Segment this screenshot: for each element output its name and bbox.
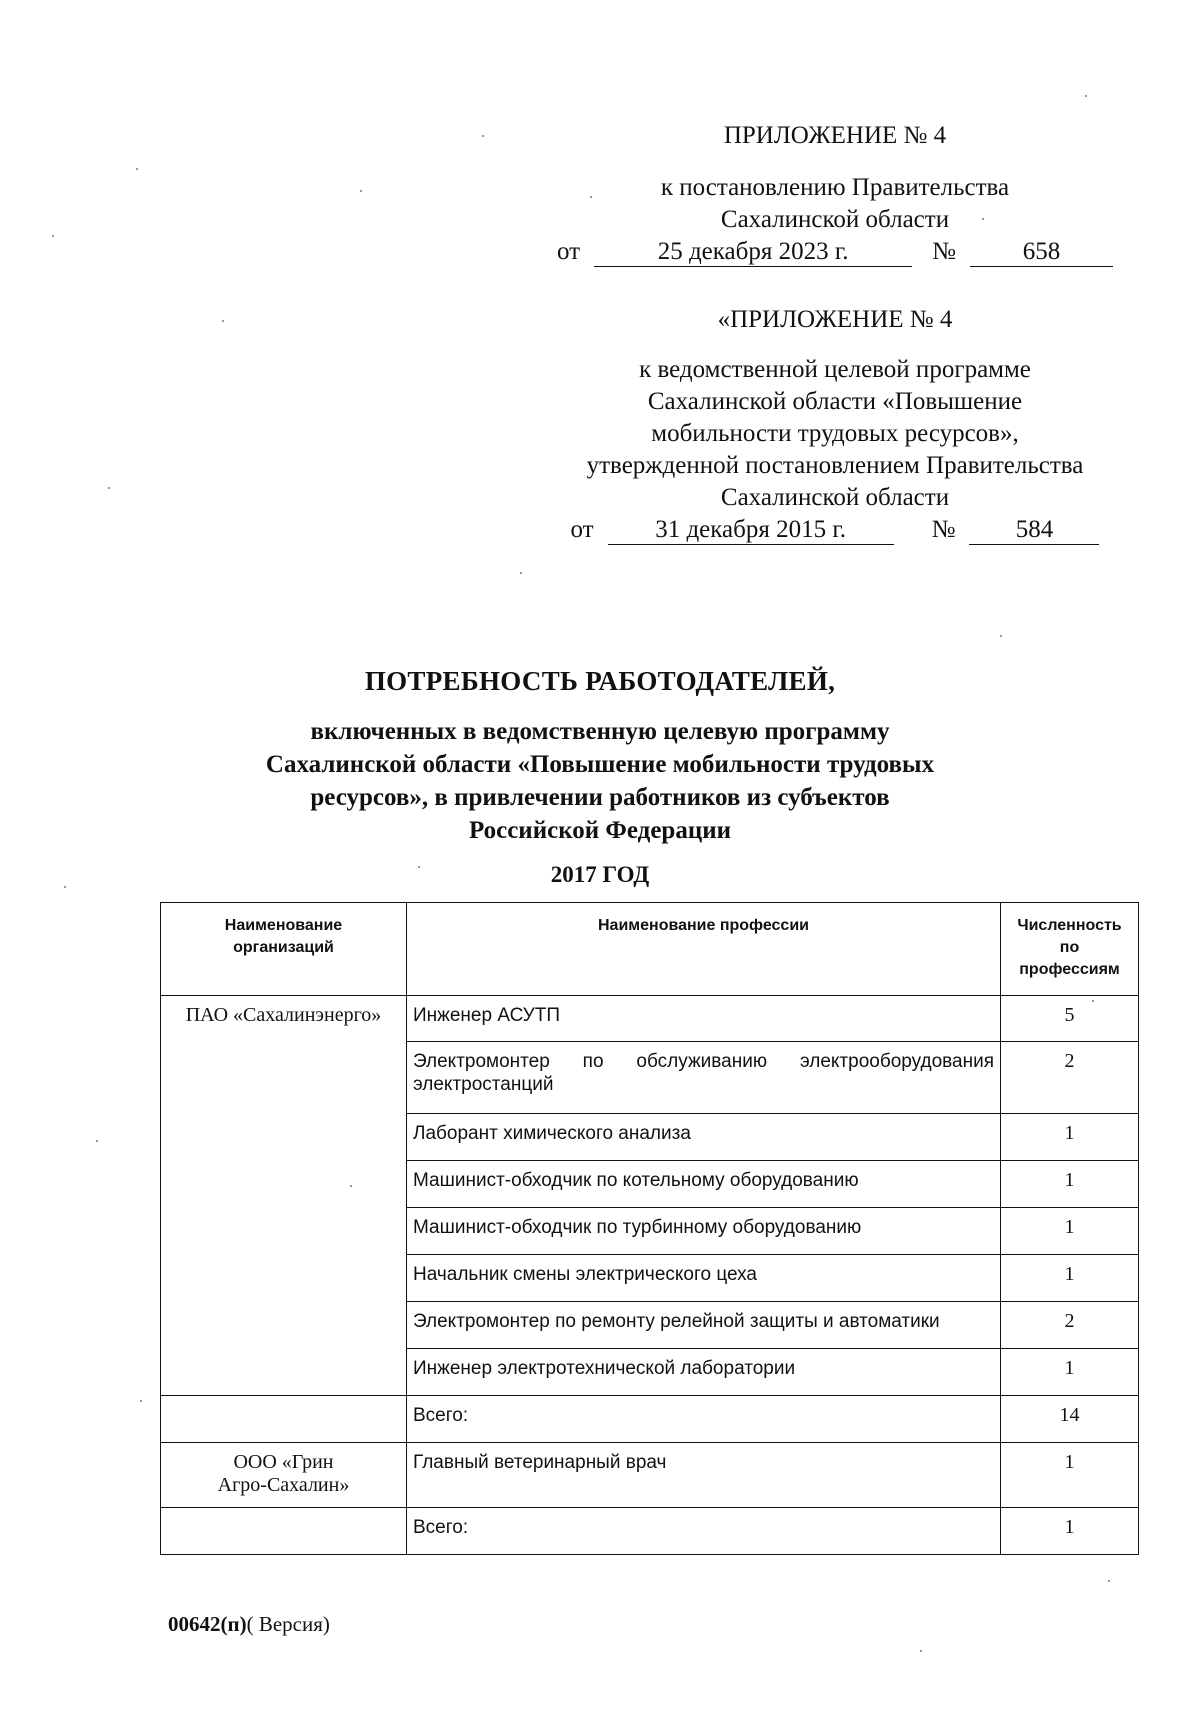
header-text: профессиям xyxy=(1019,961,1120,978)
header-text: Наименование xyxy=(224,917,343,934)
total-count: 1 xyxy=(1001,1508,1139,1555)
from-label: от xyxy=(570,516,594,543)
count-cell: 1 xyxy=(1001,1208,1139,1255)
organization-name-line: Агро-Сахалин» xyxy=(217,1474,350,1496)
document-title: ПОТРЕБНОСТЬ РАБОТОДАТЕЛЕЙ, xyxy=(364,666,836,696)
scan-speck xyxy=(222,320,224,322)
count-cell: 1 xyxy=(1001,1114,1139,1161)
profession-cell: Лаборант химического анализа xyxy=(407,1114,1001,1161)
profession-cell: Электромонтер по обслуживанию электрооборудования электростанций xyxy=(407,1042,1001,1114)
document-footer xyxy=(168,1612,330,1637)
from-label: от xyxy=(557,238,581,265)
organization-name xyxy=(161,1443,407,1508)
document-subtitle xyxy=(0,715,1200,847)
program-date: 31 декабря 2015 г. xyxy=(608,516,894,545)
scan-speck xyxy=(108,487,110,489)
scan-speck xyxy=(1085,95,1087,97)
header-profession: Наименование профессии xyxy=(407,903,1001,996)
count-cell: 2 xyxy=(1001,1302,1139,1349)
empty-cell xyxy=(161,1396,407,1443)
program-number: 584 xyxy=(969,516,1099,545)
document-heading xyxy=(0,663,1200,847)
scan-speck xyxy=(52,235,54,237)
appendix-original xyxy=(545,304,1125,546)
appendix-original-line3: мобильности трудовых ресурсов», xyxy=(651,420,1019,447)
profession-cell: Машинист-обходчик по котельному оборудованию xyxy=(407,1161,1001,1208)
total-label: Всего: xyxy=(407,1508,1001,1555)
organization-name: ПАО «Сахалинэнерго» xyxy=(161,996,407,1396)
document-version: ( Версия) xyxy=(246,1612,330,1636)
total-count: 14 xyxy=(1001,1396,1139,1443)
header-text: Численность xyxy=(1017,917,1122,934)
year-label: 2017 ГОД xyxy=(550,862,650,887)
appendix-current-reference xyxy=(545,236,1125,268)
subtitle-line: ресурсов», в привлечении работников из субъектов xyxy=(310,784,890,811)
header-text: по xyxy=(1059,939,1080,956)
scan-speck xyxy=(920,1650,922,1652)
appendix-current xyxy=(545,120,1125,268)
count-cell: 1 xyxy=(1001,1161,1139,1208)
scan-speck xyxy=(1108,1580,1110,1582)
count-cell: 1 xyxy=(1001,1443,1139,1508)
document-code: 00642(п) xyxy=(168,1612,247,1636)
number-label: № xyxy=(932,238,956,265)
profession-cell: Инженер АСУТП xyxy=(407,996,1001,1042)
employer-needs-table xyxy=(160,902,1139,1555)
scan-speck xyxy=(1000,635,1002,637)
appendix-current-label: ПРИЛОЖЕНИЕ № 4 xyxy=(723,122,947,149)
profession-cell: Инженер электротехнической лаборатории xyxy=(407,1349,1001,1396)
profession-cell: Электромонтер по ремонту релейной защиты и автоматики xyxy=(407,1302,1001,1349)
organization-name-line: ООО «Грин xyxy=(233,1451,334,1473)
appendix-original-line2: Сахалинской области «Повышение xyxy=(647,388,1023,415)
appendix-current-line2: Сахалинской области xyxy=(720,206,950,233)
profession-cell: Начальник смены электрического цеха xyxy=(407,1255,1001,1302)
scan-speck xyxy=(136,168,138,170)
subtitle-line: Российской Федерации xyxy=(468,817,732,844)
appendix-original-line4: утвержденной постановлением Правительства xyxy=(586,452,1084,479)
table-total-row xyxy=(161,1396,1139,1443)
scan-speck xyxy=(520,572,522,574)
table-header-row xyxy=(161,903,1139,996)
subtitle-line: включенных в ведомственную целевую программу xyxy=(310,718,890,745)
scan-speck xyxy=(140,1400,142,1402)
count-cell: 1 xyxy=(1001,1255,1139,1302)
scan-speck xyxy=(360,190,362,192)
empty-cell xyxy=(161,1508,407,1555)
resolution-date: 25 декабря 2023 г. xyxy=(594,238,912,267)
table-total-row xyxy=(161,1508,1139,1555)
appendix-original-line1: к ведомственной целевой программе xyxy=(639,356,1031,383)
appendix-original-reference xyxy=(545,514,1125,546)
scan-speck xyxy=(482,135,484,137)
count-cell: 2 xyxy=(1001,1042,1139,1114)
profession-cell: Главный ветеринарный врач xyxy=(407,1443,1001,1508)
table-row xyxy=(161,996,1139,1042)
appendix-original-line5: Сахалинской области xyxy=(720,484,950,511)
header-text: организаций xyxy=(233,939,334,956)
total-label: Всего: xyxy=(407,1396,1001,1443)
header-organization xyxy=(161,903,407,996)
scan-speck xyxy=(96,1140,98,1142)
subtitle-line: Сахалинской области «Повышение мобильности трудовых xyxy=(265,751,935,778)
resolution-number: 658 xyxy=(970,238,1113,267)
header-count xyxy=(1001,903,1139,996)
count-cell: 5 xyxy=(1001,996,1139,1042)
appendix-current-line1: к постановлению Правительства xyxy=(660,174,1010,201)
number-label: № xyxy=(931,516,956,543)
appendix-original-label: «ПРИЛОЖЕНИЕ № 4 xyxy=(717,306,953,333)
table-row xyxy=(161,1443,1139,1508)
count-cell: 1 xyxy=(1001,1349,1139,1396)
profession-cell: Машинист-обходчик по турбинному оборудованию xyxy=(407,1208,1001,1255)
